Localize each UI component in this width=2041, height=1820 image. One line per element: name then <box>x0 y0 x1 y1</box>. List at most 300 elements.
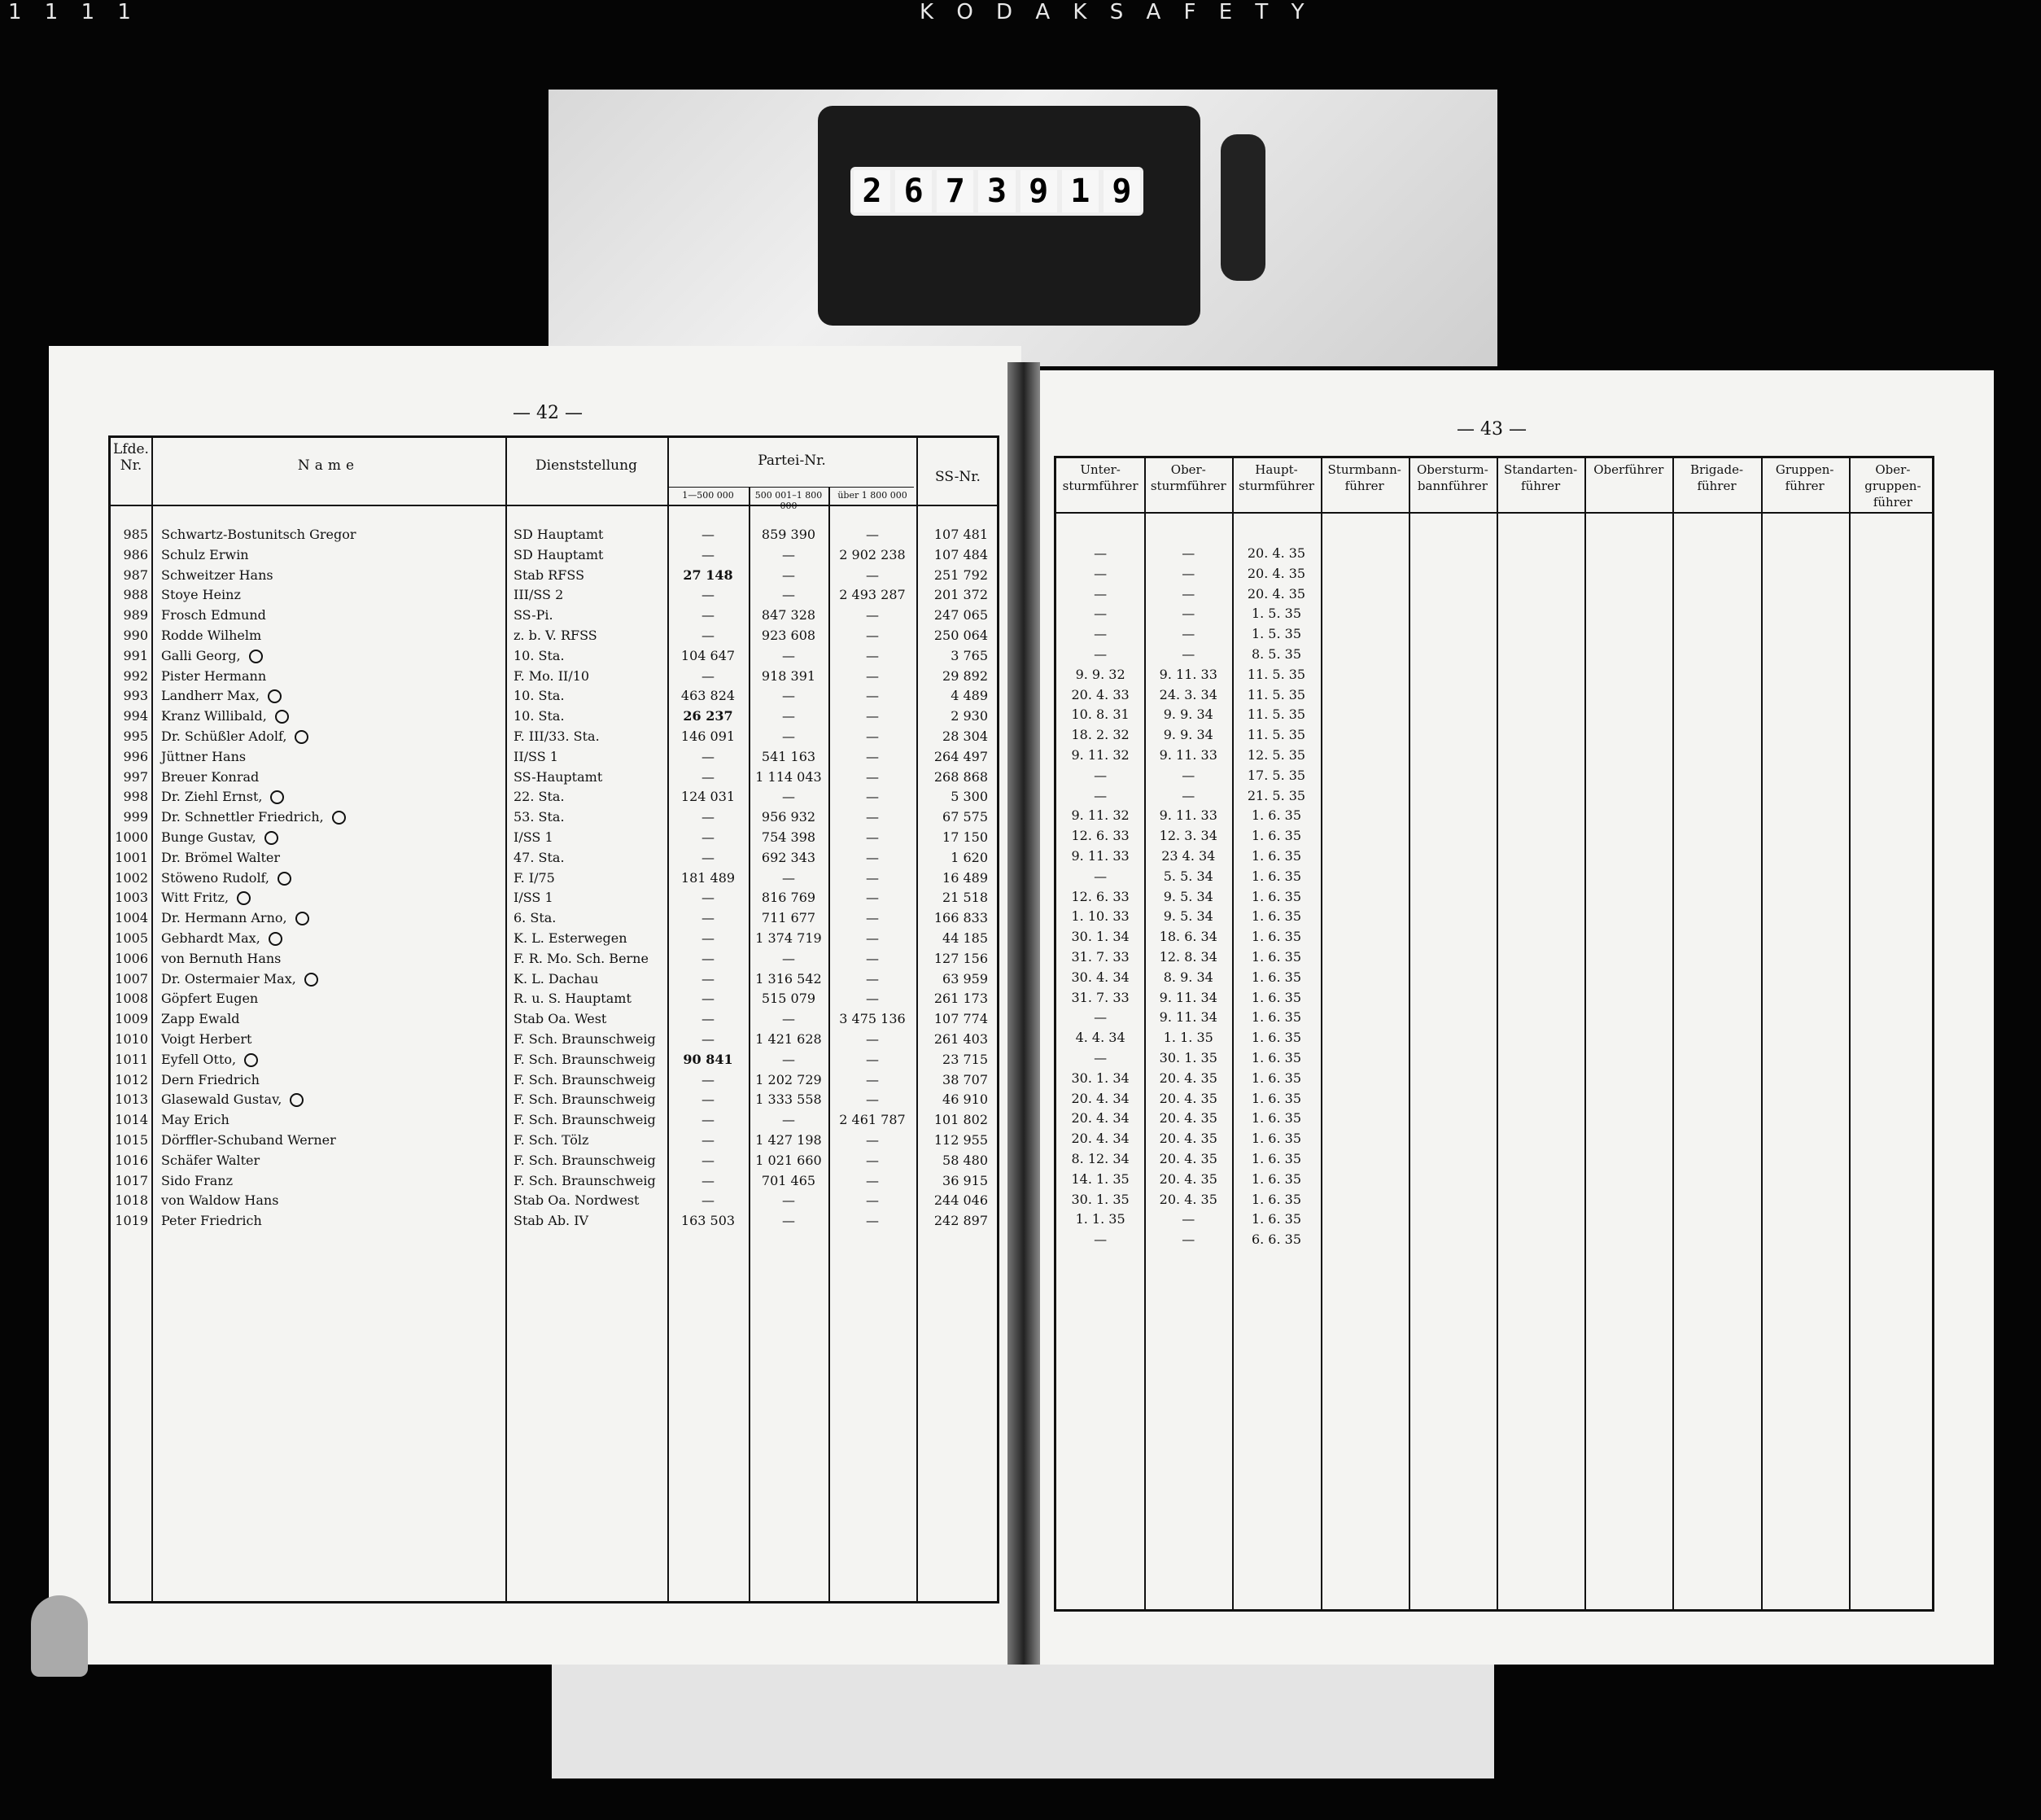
partei-nr-range-b: — <box>782 1011 795 1027</box>
obersturmfuehrer-date: — <box>1182 585 1195 602</box>
circle-mark-icon <box>304 973 318 987</box>
obersturmfuehrer-date: 20. 4. 35 <box>1159 1110 1217 1127</box>
person-name: Glasewald Gustav, <box>161 1092 282 1108</box>
dienststellung: F. Sch. Tölz <box>514 1132 589 1148</box>
partei-nr-range-c: — <box>866 1152 879 1168</box>
obersturmfuehrer-date: 20. 4. 35 <box>1159 1070 1217 1086</box>
partei-nr-range-c: — <box>866 991 879 1007</box>
partei-nr-range-c: — <box>866 1051 879 1067</box>
obersturmfuehrer-date: — <box>1182 606 1195 622</box>
partei-nr-range-a: 104 647 <box>680 647 736 663</box>
untersturmfuehrer-date: 12. 6. 33 <box>1071 828 1130 844</box>
partei-nr-range-c: — <box>866 1213 879 1229</box>
person-name: Dr. Brömel Walter <box>161 849 281 865</box>
partei-nr-range-a: — <box>701 1092 715 1108</box>
dienststellung: I/SS 1 <box>514 890 553 906</box>
dienststellung: F. Sch. Braunschweig <box>514 1172 656 1188</box>
counter-digit: 3 <box>978 170 1015 212</box>
dienststellung: I/SS 1 <box>514 829 553 845</box>
thumb <box>31 1595 88 1677</box>
partei-nr-range-a: 181 489 <box>680 869 736 886</box>
dienststellung: 53. Sta. <box>514 809 565 825</box>
ss-nr: 1 620 <box>951 849 988 865</box>
row-number: 991 <box>123 647 148 663</box>
obersturmfuehrer-date: — <box>1182 1232 1195 1248</box>
partei-nr-range-b: — <box>782 869 795 886</box>
hauptsturmfuehrer-date: 1. 6. 35 <box>1251 1090 1302 1106</box>
film-edge-marks-right: K O D A K S A F E T Y <box>920 0 1313 24</box>
untersturmfuehrer-date: 9. 11. 32 <box>1071 747 1130 763</box>
ss-nr: 67 575 <box>942 809 988 825</box>
row-number: 1013 <box>115 1092 148 1108</box>
partei-nr-range-c: — <box>866 708 879 724</box>
partei-nr-range-b: 1 374 719 <box>755 930 822 946</box>
dienststellung: Stab Oa. West <box>514 1011 607 1027</box>
partei-nr-range-a: — <box>701 628 715 643</box>
ss-nr: 3 765 <box>951 647 988 663</box>
person-name: Eyfell Otto, <box>161 1051 237 1067</box>
untersturmfuehrer-date: 4. 4. 34 <box>1075 1030 1125 1046</box>
row-number: 1019 <box>115 1213 148 1229</box>
dienststellung: F. I/75 <box>514 869 555 886</box>
untersturmfuehrer-date: 30. 4. 34 <box>1071 969 1130 985</box>
partei-nr-range-c: — <box>866 768 879 785</box>
partei-nr-range-c: — <box>866 910 879 926</box>
partei-nr-range-b: 1 421 628 <box>755 1031 822 1047</box>
hauptsturmfuehrer-date: 1. 6. 35 <box>1251 1191 1302 1207</box>
roster-table-left <box>108 435 999 1603</box>
untersturmfuehrer-date: 9. 9. 32 <box>1075 666 1125 682</box>
partei-nr-range-a: 163 503 <box>680 1213 736 1229</box>
person-name: Stoye Heinz <box>161 587 241 603</box>
untersturmfuehrer-date: — <box>1094 868 1108 884</box>
untersturmfuehrer-date: — <box>1094 1009 1108 1026</box>
untersturmfuehrer-date: 9. 11. 32 <box>1071 807 1130 824</box>
untersturmfuehrer-date: — <box>1094 767 1108 783</box>
obersturmfuehrer-date: 9. 11. 33 <box>1159 807 1217 824</box>
partei-nr-range-b: — <box>782 1051 795 1067</box>
partei-nr-range-b: 1 333 558 <box>755 1092 822 1108</box>
hauptsturmfuehrer-date: 1. 6. 35 <box>1251 868 1302 884</box>
partei-nr-range-a: — <box>701 849 715 865</box>
obersturmfuehrer-date: — <box>1182 767 1195 783</box>
untersturmfuehrer-date: 20. 4. 33 <box>1071 686 1130 702</box>
header-rank-column: Sturmbann- führer <box>1327 462 1401 493</box>
row-number: 1009 <box>115 1011 148 1027</box>
obersturmfuehrer-date: — <box>1182 545 1195 561</box>
person-name: Schäfer Walter <box>161 1152 260 1168</box>
partei-nr-range-b: — <box>782 647 795 663</box>
person-name: Frosch Edmund <box>161 607 266 623</box>
ss-nr: 107 484 <box>933 546 988 562</box>
dienststellung: Stab Ab. IV <box>514 1213 589 1229</box>
dienststellung: Stab RFSS <box>514 567 585 583</box>
person-name: Stöweno Rudolf, <box>161 869 269 886</box>
header-rank-column: Haupt- sturmführer <box>1239 462 1314 493</box>
partei-nr-range-c: — <box>866 567 879 583</box>
partei-nr-range-a: — <box>701 607 715 623</box>
hauptsturmfuehrer-date: 17. 5. 35 <box>1247 767 1306 783</box>
partei-nr-range-b: — <box>782 950 795 966</box>
circle-mark-icon <box>270 790 284 804</box>
person-name: Dörffler-Schuband Werner <box>161 1132 336 1148</box>
ss-nr: 201 372 <box>933 587 988 603</box>
partei-nr-range-c: — <box>866 930 879 946</box>
partei-nr-range-b: 847 328 <box>761 607 816 623</box>
ss-nr: 107 481 <box>933 527 988 542</box>
row-number: 1001 <box>115 849 148 865</box>
dienststellung: SS-Pi. <box>514 607 553 623</box>
ss-nr: 112 955 <box>933 1132 988 1148</box>
untersturmfuehrer-date: 1. 1. 35 <box>1075 1211 1125 1227</box>
hauptsturmfuehrer-date: 1. 6. 35 <box>1251 1030 1302 1046</box>
dienststellung: F. III/33. Sta. <box>514 728 600 744</box>
partei-nr-range-c: — <box>866 628 879 643</box>
untersturmfuehrer-date: — <box>1094 565 1108 581</box>
partei-nr-range-c: — <box>866 647 879 663</box>
ss-nr: 63 959 <box>942 970 988 987</box>
partei-nr-range-a: — <box>701 667 715 684</box>
dienststellung: z. b. V. RFSS <box>514 628 597 643</box>
untersturmfuehrer-date: 8. 12. 34 <box>1071 1151 1130 1166</box>
untersturmfuehrer-date: — <box>1094 585 1108 602</box>
partei-nr-range-a: 124 031 <box>680 789 736 805</box>
ss-nr: 247 065 <box>933 607 988 623</box>
counter-digit: 2 <box>854 170 890 212</box>
partei-nr-range-c: 2 493 287 <box>839 587 906 603</box>
promotion-table-right <box>1054 456 1934 1612</box>
partei-nr-range-b: 711 677 <box>761 910 816 926</box>
untersturmfuehrer-date: 31. 7. 33 <box>1071 989 1130 1005</box>
dienststellung: F. R. Mo. Sch. Berne <box>514 950 649 966</box>
counter-digit: 9 <box>1020 170 1057 212</box>
partei-nr-range-c: — <box>866 667 879 684</box>
hauptsturmfuehrer-date: 11. 5. 35 <box>1247 686 1306 702</box>
header-rank-column: Oberführer <box>1593 462 1664 477</box>
partei-nr-range-b: 816 769 <box>761 890 816 906</box>
partei-nr-range-c: — <box>866 869 879 886</box>
person-name: Witt Fritz, <box>161 890 229 906</box>
header-ss-nr: SS-Nr. <box>935 469 981 485</box>
partei-nr-range-a: — <box>701 527 715 542</box>
person-name: Dern Friedrich <box>161 1071 260 1087</box>
dienststellung: K. L. Esterwegen <box>514 930 627 946</box>
circle-mark-icon <box>295 730 308 744</box>
partei-nr-range-a: — <box>701 546 715 562</box>
row-number: 996 <box>123 748 148 764</box>
header-rank-column: Ober- sturmführer <box>1150 462 1226 493</box>
partei-nr-range-a: — <box>701 991 715 1007</box>
header-name: Name <box>297 457 360 474</box>
hauptsturmfuehrer-date: 12. 5. 35 <box>1247 747 1306 763</box>
person-name: Dr. Schüßler Adolf, <box>161 728 287 744</box>
header-rank-column: Gruppen- führer <box>1775 462 1834 493</box>
obersturmfuehrer-date: 23 4. 34 <box>1161 848 1216 864</box>
partei-nr-range-b: 754 398 <box>761 829 816 845</box>
ss-nr: 23 715 <box>942 1051 988 1067</box>
untersturmfuehrer-date: 30. 1. 35 <box>1071 1191 1130 1207</box>
hauptsturmfuehrer-date: 1. 6. 35 <box>1251 807 1302 824</box>
obersturmfuehrer-date: 20. 4. 35 <box>1159 1151 1217 1166</box>
hauptsturmfuehrer-date: 1. 6. 35 <box>1251 969 1302 985</box>
ss-nr: 264 497 <box>933 748 988 764</box>
header-lfd-nr: Lfde. Nr. <box>113 441 149 474</box>
row-number: 987 <box>123 567 148 583</box>
hauptsturmfuehrer-date: 20. 4. 35 <box>1247 545 1306 561</box>
partei-nr-range-c: 2 461 787 <box>839 1112 906 1128</box>
untersturmfuehrer-date: — <box>1094 1232 1108 1248</box>
untersturmfuehrer-date: 18. 2. 32 <box>1071 727 1130 743</box>
row-number: 1016 <box>115 1152 148 1168</box>
row-number: 988 <box>123 587 148 603</box>
person-name: Voigt Herbert <box>161 1031 252 1047</box>
hauptsturmfuehrer-date: 1. 6. 35 <box>1251 989 1302 1005</box>
circle-mark-icon <box>264 831 278 845</box>
partei-nr-range-c: 2 902 238 <box>839 546 906 562</box>
header-rank-column: Brigade- führer <box>1689 462 1744 493</box>
partei-nr-range-b: 701 465 <box>761 1172 816 1188</box>
dienststellung: SS-Hauptamt <box>514 768 603 785</box>
dienststellung: F. Sch. Braunschweig <box>514 1031 656 1047</box>
partei-nr-range-c: — <box>866 1071 879 1087</box>
counter-digit: 6 <box>895 170 932 212</box>
obersturmfuehrer-date: 20. 4. 35 <box>1159 1090 1217 1106</box>
header-partei-nr: Partei-Nr. <box>758 453 826 469</box>
partei-nr-range-c: — <box>866 748 879 764</box>
partei-nr-range-a: 27 148 <box>683 567 733 583</box>
untersturmfuehrer-date: 20. 4. 34 <box>1071 1110 1130 1127</box>
row-number: 1010 <box>115 1031 148 1047</box>
obersturmfuehrer-date: 9. 5. 34 <box>1163 888 1213 904</box>
partei-nr-range-c: — <box>866 607 879 623</box>
dienststellung: 10. Sta. <box>514 688 565 704</box>
ss-nr: 46 910 <box>942 1092 988 1108</box>
person-name: Bunge Gustav, <box>161 829 256 845</box>
hauptsturmfuehrer-date: 11. 5. 35 <box>1247 727 1306 743</box>
partei-nr-range-a: 146 091 <box>680 728 736 744</box>
person-name: May Erich <box>161 1112 229 1128</box>
person-name: Dr. Hermann Arno, <box>161 910 287 926</box>
ss-nr: 250 064 <box>933 628 988 643</box>
person-name: Göpfert Eugen <box>161 991 259 1007</box>
partei-nr-range-a: — <box>701 890 715 906</box>
person-name: Zapp Ewald <box>161 1011 240 1027</box>
partei-nr-range-b: 515 079 <box>761 991 816 1007</box>
partei-nr-range-a: — <box>701 1031 715 1047</box>
row-number: 997 <box>123 768 148 785</box>
partei-nr-range-b: 956 932 <box>761 809 816 825</box>
header-rank-column: Unter- sturmführer <box>1062 462 1139 493</box>
partei-nr-range-b: — <box>782 708 795 724</box>
hauptsturmfuehrer-date: 11. 5. 35 <box>1247 666 1306 682</box>
untersturmfuehrer-date: — <box>1094 626 1108 642</box>
partei-nr-range-b: 1 427 198 <box>755 1132 822 1148</box>
ss-nr: 28 304 <box>942 728 988 744</box>
header-rank-column: Standarten- führer <box>1503 462 1578 493</box>
obersturmfuehrer-date: 5. 5. 34 <box>1163 868 1213 884</box>
page-number-left: — 42 — <box>513 403 583 423</box>
partei-nr-range-b: 692 343 <box>761 849 816 865</box>
hauptsturmfuehrer-date: 11. 5. 35 <box>1247 707 1306 723</box>
person-name: von Bernuth Hans <box>161 950 282 966</box>
counter-digit: 7 <box>937 170 973 212</box>
partei-nr-range-c: — <box>866 688 879 704</box>
partei-nr-range-c: 3 475 136 <box>839 1011 906 1027</box>
partei-nr-range-c: — <box>866 1132 879 1148</box>
circle-mark-icon <box>269 932 282 946</box>
partei-nr-range-b: 923 608 <box>761 628 816 643</box>
hauptsturmfuehrer-date: 1. 5. 35 <box>1251 606 1302 622</box>
person-name: Rodde Wilhelm <box>161 628 262 643</box>
dienststellung: F. Sch. Braunschweig <box>514 1071 656 1087</box>
film-edge-marks-left: 1 1 1 1 <box>8 0 139 24</box>
partei-nr-range-b: 859 390 <box>761 527 816 542</box>
counter-digit: 9 <box>1104 170 1140 212</box>
obersturmfuehrer-date: 9. 11. 34 <box>1159 1009 1217 1026</box>
ss-nr: 29 892 <box>942 667 988 684</box>
partei-nr-range-b: — <box>782 1213 795 1229</box>
obersturmfuehrer-date: 9. 11. 33 <box>1159 666 1217 682</box>
frame-counter-device <box>818 106 1200 326</box>
partei-nr-range-a: — <box>701 748 715 764</box>
obersturmfuehrer-date: — <box>1182 626 1195 642</box>
row-number: 1000 <box>115 829 148 845</box>
dienststellung: 10. Sta. <box>514 708 565 724</box>
partei-nr-range-b: 541 163 <box>761 748 816 764</box>
partei-nr-range-b: 1 316 542 <box>755 970 822 987</box>
row-number: 1002 <box>115 869 148 886</box>
person-name: Kranz Willibald, <box>161 708 267 724</box>
untersturmfuehrer-date: 20. 4. 34 <box>1071 1090 1130 1106</box>
partei-nr-range-b: — <box>782 1192 795 1209</box>
person-name: Dr. Schnettler Friedrich, <box>161 809 324 825</box>
obersturmfuehrer-date: 9. 11. 33 <box>1159 747 1217 763</box>
person-name: Sido Franz <box>161 1172 234 1188</box>
person-name: von Waldow Hans <box>161 1192 279 1209</box>
untersturmfuehrer-date: — <box>1094 606 1108 622</box>
ss-nr: 166 833 <box>933 910 988 926</box>
header-partei-range-a: 1—500 000 <box>682 490 734 501</box>
partei-nr-range-a: — <box>701 1192 715 1209</box>
dienststellung: 22. Sta. <box>514 789 565 805</box>
book-gutter <box>1007 362 1040 1665</box>
ss-nr: 101 802 <box>933 1112 988 1128</box>
partei-nr-range-c: — <box>866 809 879 825</box>
header-rank-column: Obersturm- bannführer <box>1416 462 1488 493</box>
row-number: 1017 <box>115 1172 148 1188</box>
ss-nr: 38 707 <box>942 1071 988 1087</box>
circle-mark-icon <box>278 872 291 886</box>
dienststellung: F. Sch. Braunschweig <box>514 1112 656 1128</box>
row-number: 1008 <box>115 991 148 1007</box>
dienststellung: 47. Sta. <box>514 849 565 865</box>
hauptsturmfuehrer-date: 21. 5. 35 <box>1247 787 1306 803</box>
obersturmfuehrer-date: 9. 11. 34 <box>1159 989 1217 1005</box>
hauptsturmfuehrer-date: 1. 6. 35 <box>1251 1110 1302 1127</box>
circle-mark-icon <box>268 689 282 703</box>
row-number: 995 <box>123 728 148 744</box>
untersturmfuehrer-date: — <box>1094 646 1108 662</box>
ss-nr: 127 156 <box>933 950 988 966</box>
person-name: Galli Georg, <box>161 647 241 663</box>
partei-nr-range-a: — <box>701 809 715 825</box>
row-number: 1012 <box>115 1071 148 1087</box>
partei-nr-range-a: 26 237 <box>683 708 733 724</box>
obersturmfuehrer-date: 9. 5. 34 <box>1163 908 1213 925</box>
obersturmfuehrer-date: 8. 9. 34 <box>1163 969 1213 985</box>
partei-nr-range-c: — <box>866 849 879 865</box>
row-number: 1006 <box>115 950 148 966</box>
dienststellung: F. Sch. Braunschweig <box>514 1152 656 1168</box>
dienststellung: F. Sch. Braunschweig <box>514 1092 656 1108</box>
ss-nr: 58 480 <box>942 1152 988 1168</box>
obersturmfuehrer-date: 12. 8. 34 <box>1159 949 1217 965</box>
circle-mark-icon <box>332 811 346 825</box>
partei-nr-range-a: — <box>701 587 715 603</box>
row-number: 989 <box>123 607 148 623</box>
row-number: 998 <box>123 789 148 805</box>
row-number: 1007 <box>115 970 148 987</box>
hauptsturmfuehrer-date: 6. 6. 35 <box>1251 1232 1302 1248</box>
obersturmfuehrer-date: — <box>1182 1211 1195 1227</box>
person-name: Dr. Ostermaier Max, <box>161 970 296 987</box>
dienststellung: F. Sch. Braunschweig <box>514 1051 656 1067</box>
partei-nr-range-b: — <box>782 546 795 562</box>
person-name: Peter Friedrich <box>161 1213 262 1229</box>
obersturmfuehrer-date: 9. 9. 34 <box>1163 707 1213 723</box>
partei-nr-range-a: — <box>701 1172 715 1188</box>
untersturmfuehrer-date: 30. 1. 34 <box>1071 929 1130 945</box>
obersturmfuehrer-date: — <box>1182 646 1195 662</box>
partei-nr-range-b: 1 114 043 <box>755 768 822 785</box>
hauptsturmfuehrer-date: 1. 6. 35 <box>1251 1009 1302 1026</box>
person-name: Jüttner Hans <box>161 748 247 764</box>
partei-nr-range-c: — <box>866 1172 879 1188</box>
circle-mark-icon <box>249 650 263 663</box>
ss-nr: 36 915 <box>942 1172 988 1188</box>
dienststellung: K. L. Dachau <box>514 970 599 987</box>
person-name: Pister Hermann <box>161 667 267 684</box>
partei-nr-range-a: — <box>701 829 715 845</box>
dienststellung: III/SS 2 <box>514 587 564 603</box>
partei-nr-range-a: — <box>701 1011 715 1027</box>
obersturmfuehrer-date: — <box>1182 565 1195 581</box>
circle-mark-icon <box>244 1053 258 1067</box>
row-number: 1004 <box>115 910 148 926</box>
obersturmfuehrer-date: 18. 6. 34 <box>1159 929 1217 945</box>
untersturmfuehrer-date: — <box>1094 1050 1108 1065</box>
row-number: 1003 <box>115 890 148 906</box>
hauptsturmfuehrer-date: 1. 6. 35 <box>1251 929 1302 945</box>
row-number: 1015 <box>115 1132 148 1148</box>
circle-mark-icon <box>237 891 251 905</box>
header-dienststellung: Dienststellung <box>535 457 637 474</box>
ss-nr: 44 185 <box>942 930 988 946</box>
hauptsturmfuehrer-date: 1. 6. 35 <box>1251 908 1302 925</box>
partei-nr-range-a: 463 824 <box>680 688 736 704</box>
partei-nr-range-c: — <box>866 728 879 744</box>
obersturmfuehrer-date: 12. 3. 34 <box>1159 828 1217 844</box>
partei-nr-range-a: — <box>701 970 715 987</box>
ss-nr: 16 489 <box>942 869 988 886</box>
header-partei-range-b: 500 001–1 800 000 <box>754 490 823 511</box>
partei-nr-range-a: — <box>701 910 715 926</box>
obersturmfuehrer-date: 1. 1. 35 <box>1163 1030 1213 1046</box>
frame-counter-display <box>850 167 1143 216</box>
partei-nr-range-b: — <box>782 567 795 583</box>
ss-nr: 261 403 <box>933 1031 988 1047</box>
partei-nr-range-c: — <box>866 950 879 966</box>
